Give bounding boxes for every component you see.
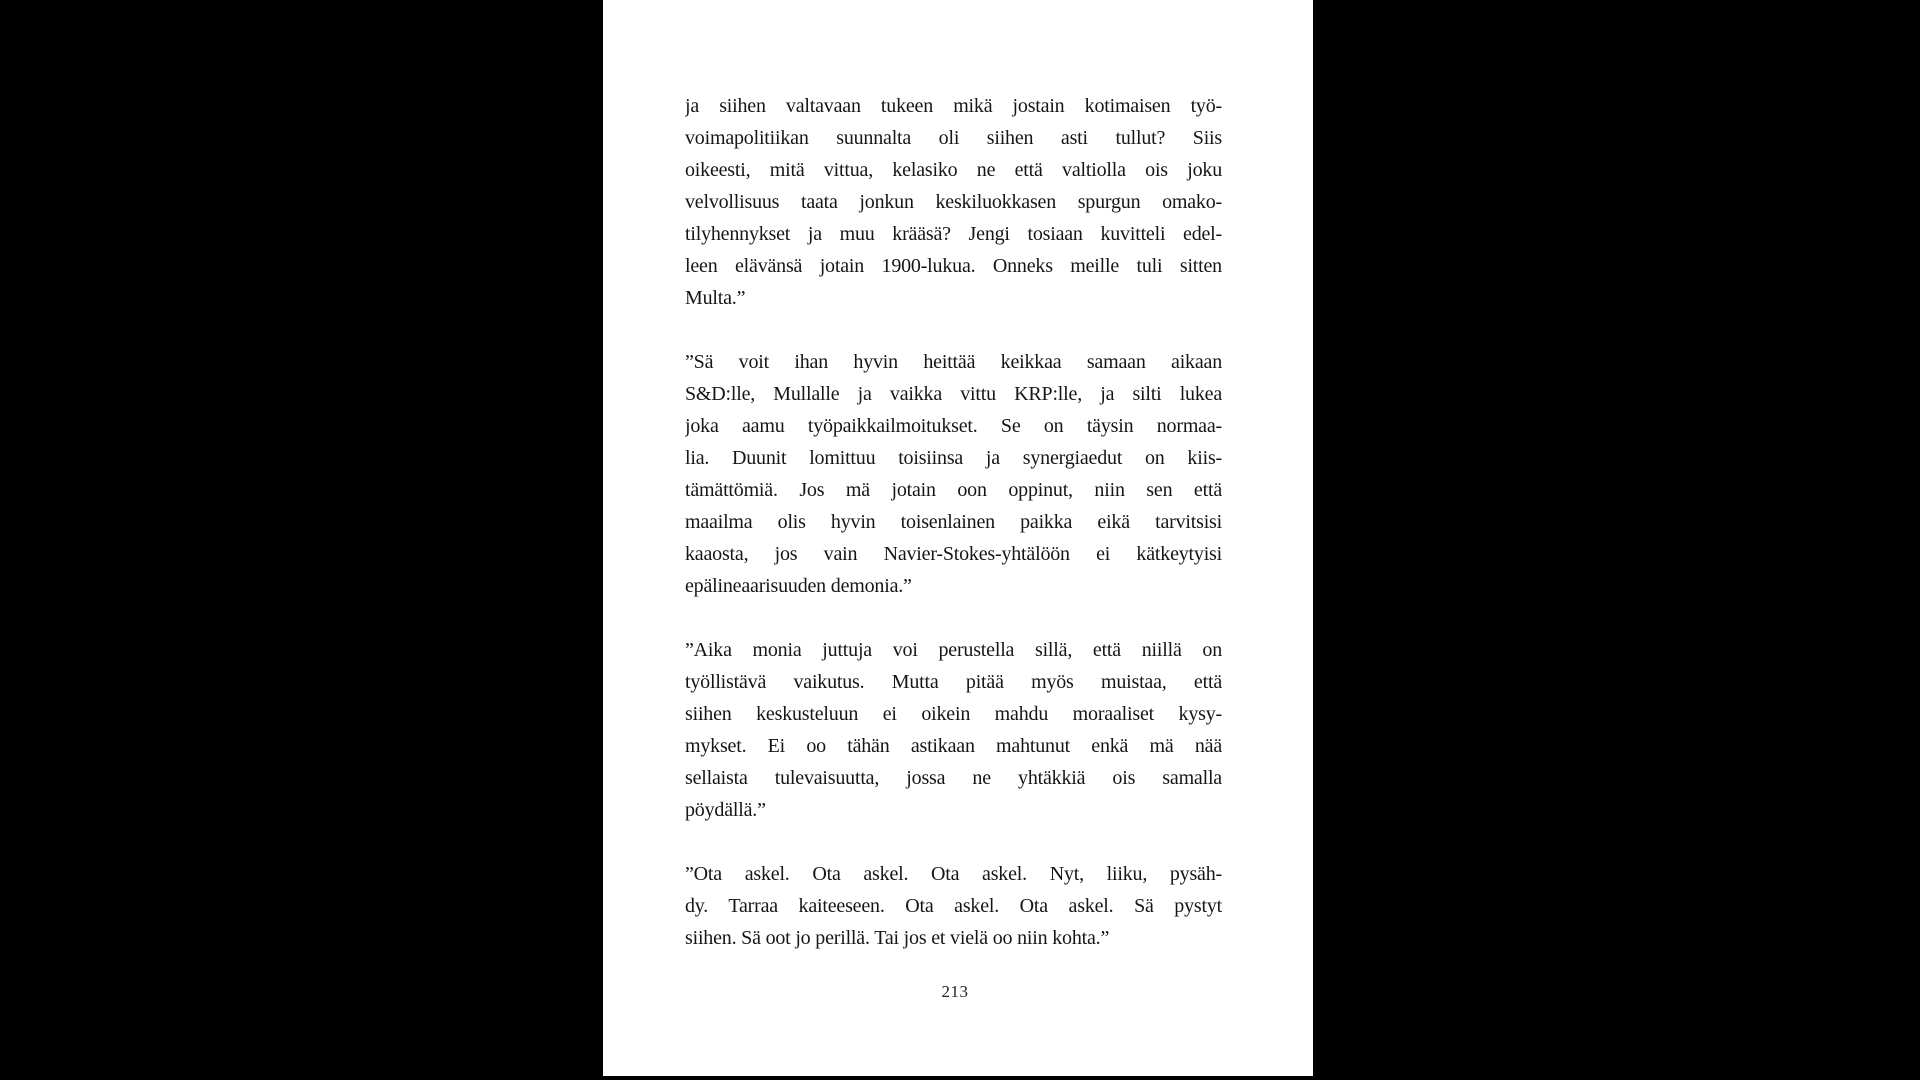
text-line: kaaosta, jos vain Navier-Stokes-yhtälöön ei kätkeytyisi xyxy=(685,543,1222,565)
text-line: dy. Tarraa kaiteeseen. Ota askel. Ota askel. Sä pystyt xyxy=(685,895,1222,917)
text-line: ”Sä voit ihan hyvin heittää keikkaa samaan aikaan xyxy=(685,351,1222,373)
text-line: mykset. Ei oo tähän astikaan mahtunut enkä mä nää xyxy=(685,735,1222,757)
text-line: sellaista tulevaisuutta, jossa ne yhtäkkiä ois samalla xyxy=(685,767,1222,789)
book-page xyxy=(603,0,1313,1076)
text-line: leen elävänsä jotain 1900-lukua. Onneks meille tuli sitten xyxy=(685,255,1222,277)
text-line: ”Ota askel. Ota askel. Ota askel. Nyt, liiku, pysäh- xyxy=(685,863,1222,885)
paragraph xyxy=(685,858,1222,954)
text-line: maailma olis hyvin toisenlainen paikka eikä tarvitsisi xyxy=(685,511,1222,533)
text-line: siihen. Sä oot jo perillä. Tai jos et vielä oo niin kohta.” xyxy=(685,927,1110,949)
text-line: tämättömiä. Jos mä jotain oon oppinut, niin sen että xyxy=(685,479,1222,501)
text-line: oikeesti, mitä vittua, kelasiko ne että valtiolla ois joku xyxy=(685,159,1222,181)
text-line: pöydällä.” xyxy=(685,799,766,821)
text-line: epälineaarisuuden demonia.” xyxy=(685,575,912,597)
text-line: S&D:lle, Mullalle ja vaikka vittu KRP:lle, ja silti lukea xyxy=(685,383,1222,405)
text-line: joka aamu työpaikkailmoitukset. Se on täysin normaa- xyxy=(685,415,1222,437)
paragraph xyxy=(685,346,1222,602)
text-line: työllistävä vaikutus. Mutta pitää myös muistaa, että xyxy=(685,671,1222,693)
text-line: ”Aika monia juttuja voi perustella sillä, että niillä on xyxy=(685,639,1222,661)
text-line: voimapolitiikan suunnalta oli siihen asti tullut? Siis xyxy=(685,127,1222,149)
text-line: lia. Duunit lomittuu toisiinsa ja synergiaedut on kiis- xyxy=(685,447,1222,469)
text-line: velvollisuus taata jonkun keskiluokkasen spurgun omako- xyxy=(685,191,1222,213)
paragraph xyxy=(685,634,1222,826)
text-line: tilyhennykset ja muu krääsä? Jengi tosiaan kuvitteli edel- xyxy=(685,223,1222,245)
text-line: siihen keskusteluun ei oikein mahdu moraaliset kysy- xyxy=(685,703,1222,725)
paragraph xyxy=(685,90,1222,314)
text-line: ja siihen valtavaan tukeen mikä jostain kotimaisen työ- xyxy=(685,95,1222,117)
page-number: 213 xyxy=(941,982,969,1001)
page-text-block xyxy=(685,90,1222,954)
text-line: Multa.” xyxy=(685,287,746,309)
